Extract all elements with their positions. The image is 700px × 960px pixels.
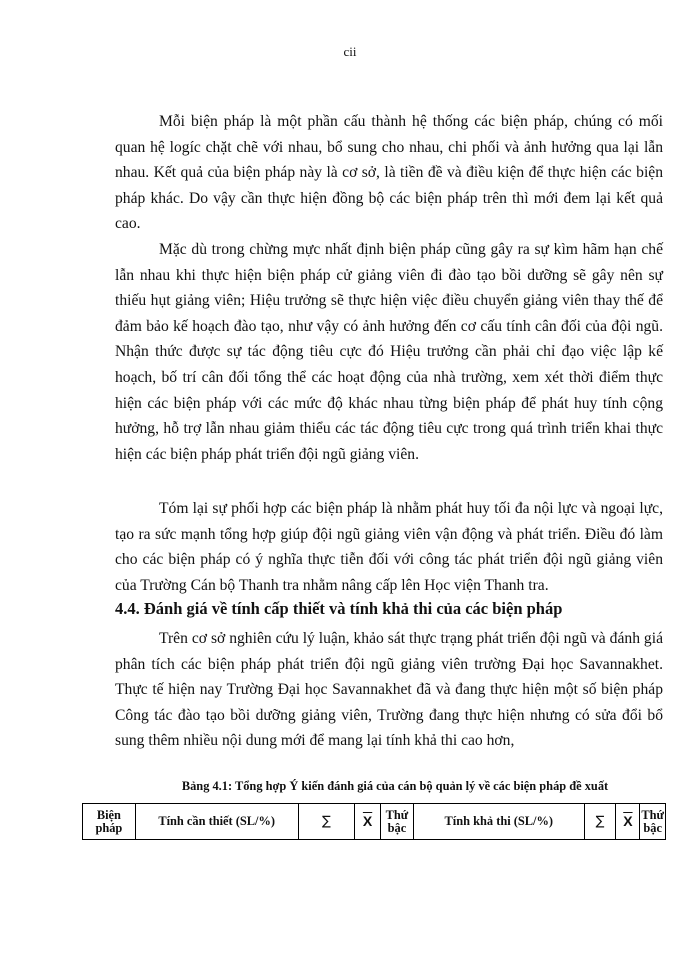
paragraph-constraints: Mặc dù trong chừng mực nhất định biện pháp cũng gây ra sự kìm hãm hạn chế lẫn nhau khi thực hiện biện pháp cử giảng viên đi đào tạo bồi dưỡng sẽ gây nên sự thiếu hụt giảng viên; Hiệu trưởng sẽ thực hiện việc điều chuyển giảng viên thay thế để đảm bảo kế hoạch đào tạo, như vậy có ảnh hưởng đến cơ cấu tính cân đối của đội ngũ. Nhận thức được sự tác động tiêu cực đó Hiệu trưởng cần phải chỉ đạo việc lập kế hoạch, bố trí cân đối tổng thể các hoạt động của nhà trường, xem xét thời điểm thực hiện các biện pháp với các mức độ khác nhau từng biện pháp để phát huy tính cộng hưởng, hỗ trợ lẫn nhau giảm thiểu các tác động tiêu cực trong quá trình triển khai thực hiện các biện pháp phát triển đội ngũ giảng viên. (115, 241, 663, 463)
header-rank-feasibility: Thứ bậc (640, 804, 666, 840)
header-measure: Biện pháp (83, 804, 136, 840)
header-sum-feasibility: ∑ (584, 804, 616, 840)
header-rank-necessity: Thứ bậc (381, 804, 414, 840)
paragraph-coherence: Mỗi biện pháp là một phần cấu thành hệ thống các biện pháp, chúng có mối quan hệ logíc chặt chẽ với nhau, bổ sung cho nhau, chi phối và ảnh hưởng qua lại lẫn nhau. Kết quả của biện pháp này là cơ sở, là tiền đề và điều kiện để thực hiện các biện pháp khác. Do vậy cần thực hiện đồng bộ các biện pháp trên thì mới đem lại kết quả cao. (115, 113, 663, 233)
mean-symbol: $\overline{X}$ (623, 812, 633, 829)
header-feasibility: Tính khả thi (SL/%) (413, 804, 584, 840)
header-mean-necessity (355, 804, 381, 840)
header-mean-feasibility (616, 804, 640, 840)
header-necessity: Tính cần thiết (SL/%) (135, 804, 298, 840)
table-header-row (83, 804, 666, 840)
page-number: cii (343, 44, 357, 59)
section-heading: 4.4. Đánh giá về tính cấp thiết và tính khả thi của các biện pháp (115, 599, 563, 618)
paragraph-evaluation: Trên cơ sở nghiên cứu lý luận, khảo sát thực trạng phát triển đội ngũ và đánh giá phân tích các biện pháp phát triển đội ngũ giảng viên trường Đại học Savannakhet. Thực tế hiện nay Trường Đại học Savannakhet đã và đang thực hiện một số biện pháp Công tác đào tạo bồi dưỡng giảng viên, Trường đang thực hiện nhưng có sửa đổi bổ sung thêm nhiều nội dung mới để mang lại tính khả thi cao hơn, (115, 630, 663, 750)
mean-symbol: $\overline{X}$ (362, 812, 373, 829)
table-caption: Bảng 4.1: Tổng hợp Ý kiến đánh giá của cán bộ quản lý về các biện pháp đề xuất (181, 779, 609, 793)
header-sum-necessity: ∑ (298, 804, 355, 840)
assessment-table (82, 803, 666, 840)
paragraph-summary: Tóm lại sự phối hợp các biện pháp là nhằm phát huy tối đa nội lực và ngoại lực, tạo ra sức mạnh tổng hợp giúp đội ngũ giảng viên vận động và phát triển. Điều đó làm cho các biện pháp có ý nghĩa thực tiễn đối với công tác phát triển đội ngũ giảng viên của Trường Cán bộ Thanh tra nhằm nâng cấp lên Học viện Thanh tra. (115, 500, 663, 594)
